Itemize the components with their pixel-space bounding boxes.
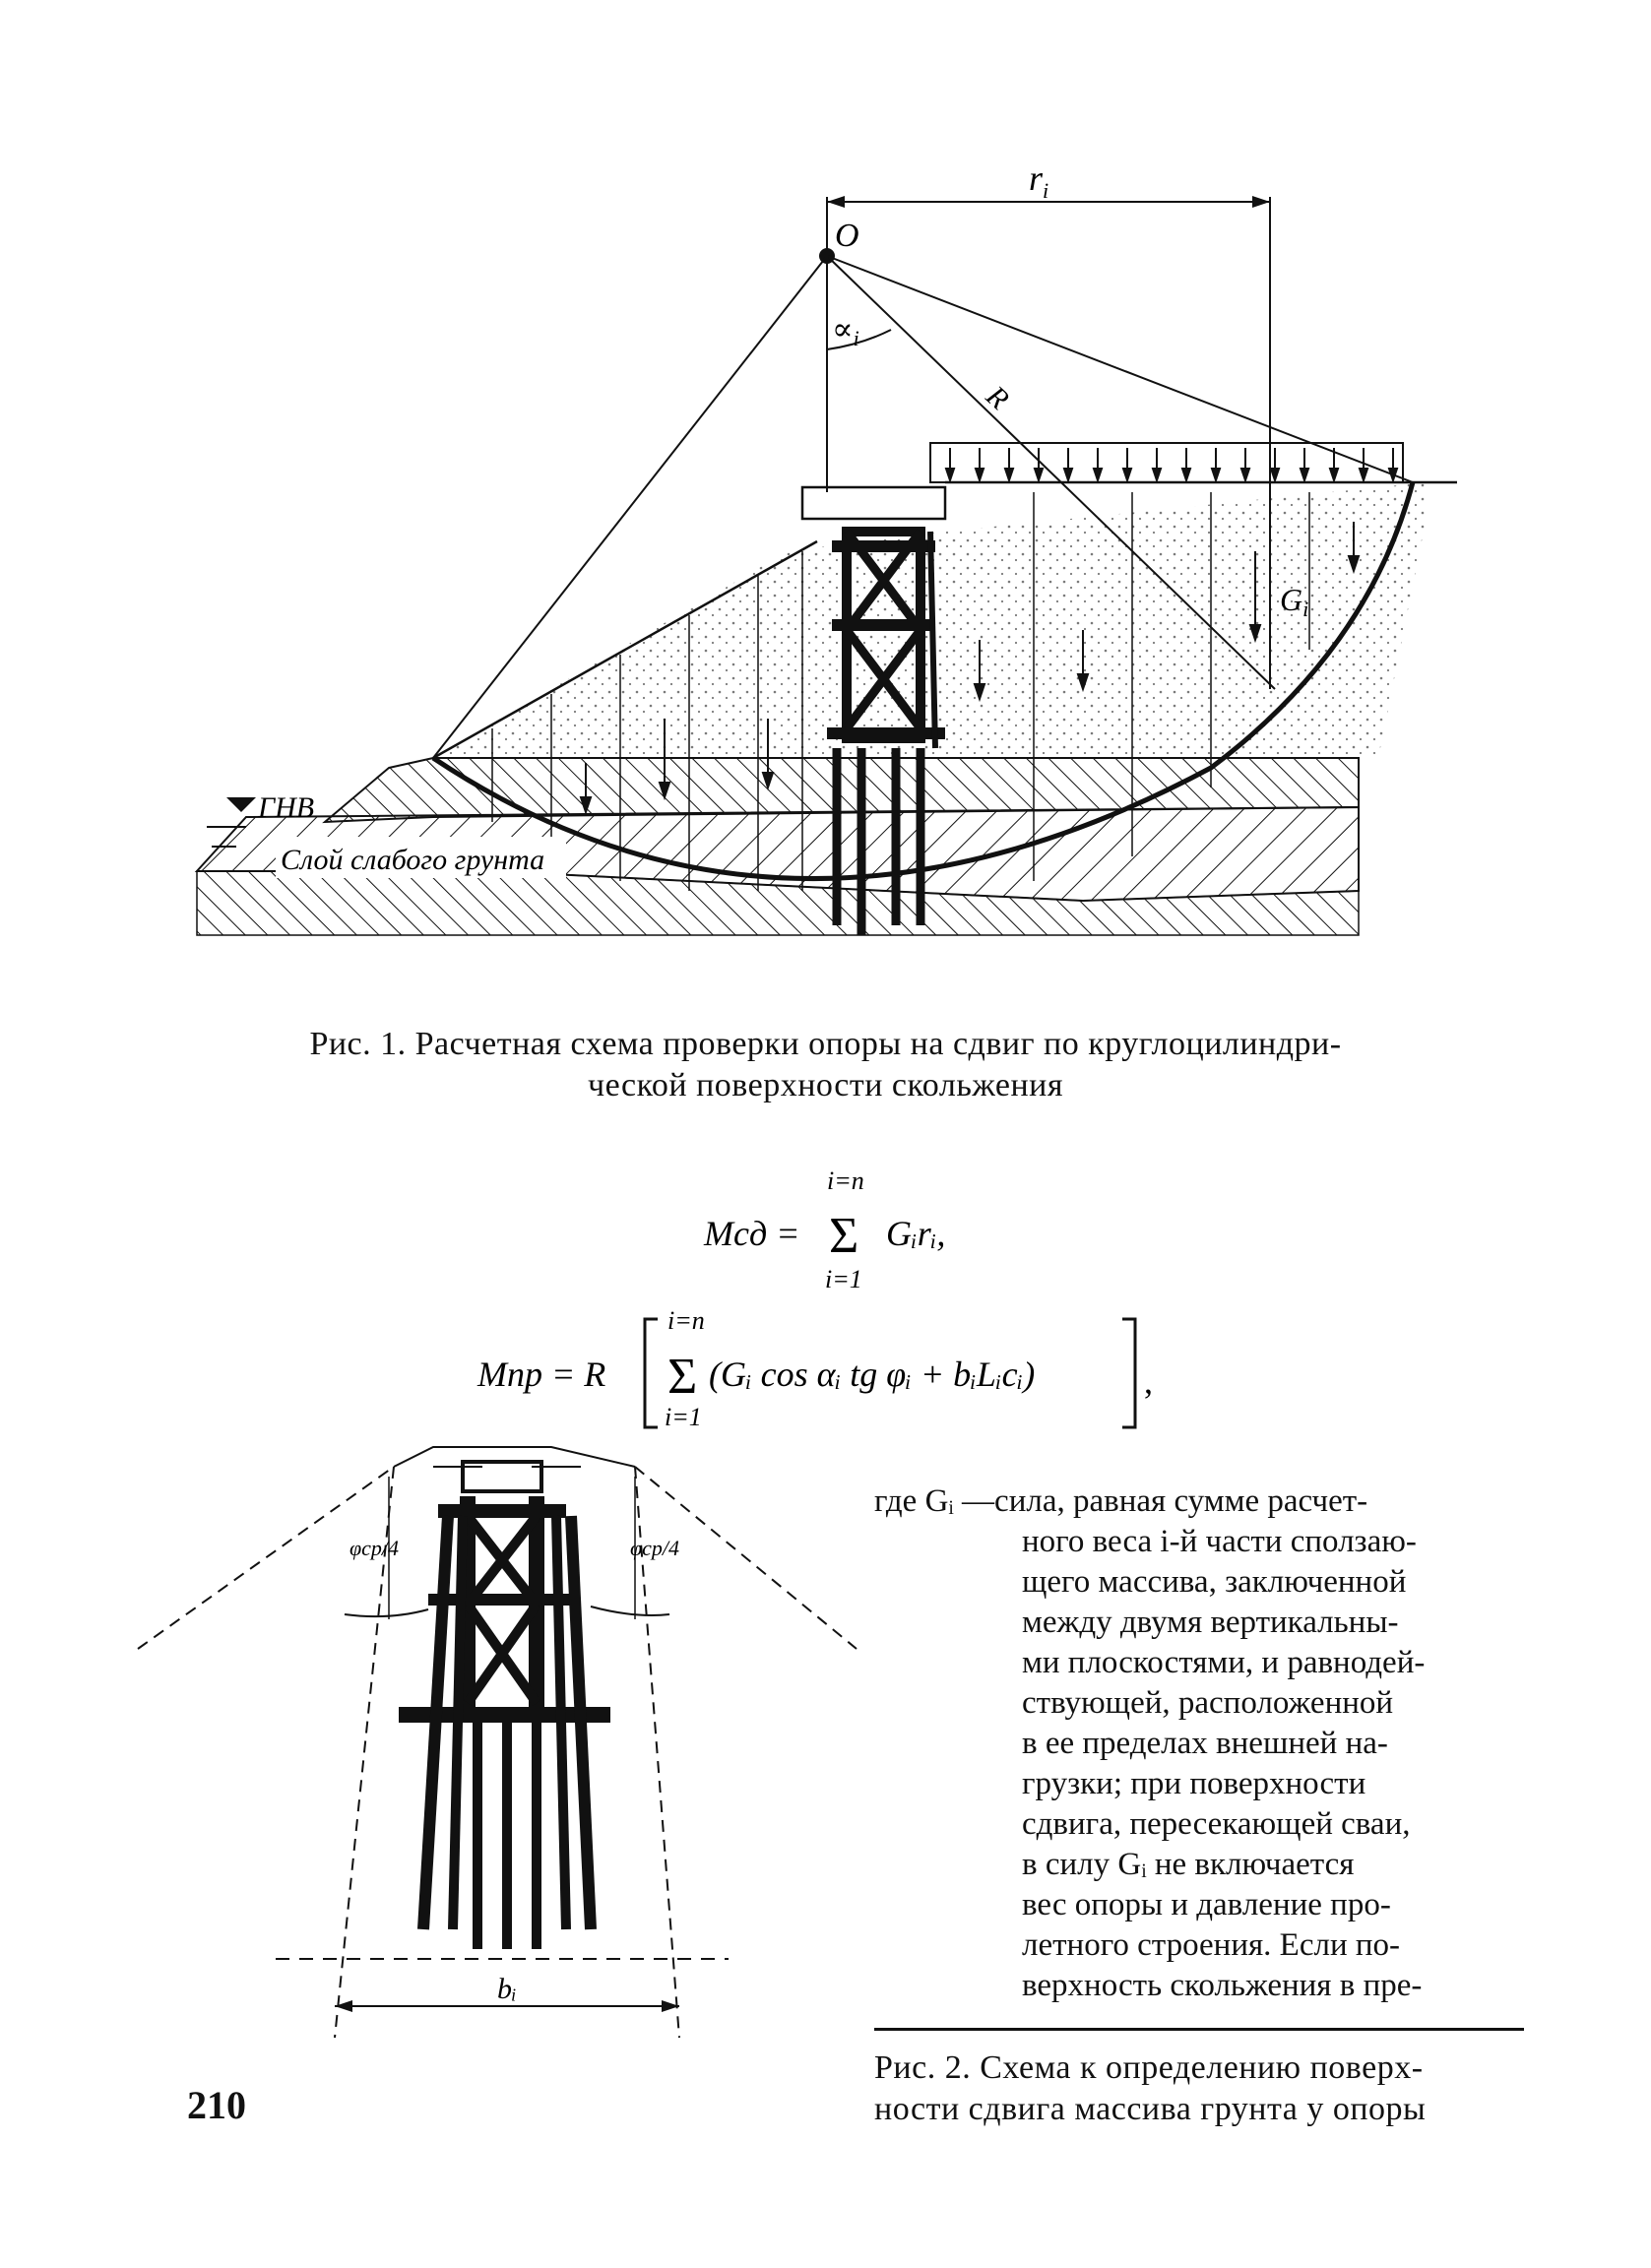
eq2-left-bracket	[645, 1319, 658, 1427]
water-level-label: ГНВ	[258, 791, 315, 824]
eq2-right-bracket	[1122, 1319, 1135, 1427]
arm-label: $r_i$	[1029, 158, 1049, 203]
load-arrowhead	[946, 469, 954, 480]
text-line: ного веса i-й части сползаю-	[1022, 1524, 1417, 1559]
caption-divider	[874, 2028, 1524, 2031]
load-arrowhead	[1153, 469, 1161, 480]
figure-2-caption-line1: Рис. 2. Схема к определению поверх-	[874, 2049, 1424, 2086]
figure-1-caption-line1: Рис. 1. Расчетная схема проверки опоры на сдвиг по круглоцилиндри-	[309, 1026, 1342, 1062]
figure-2-diagram	[0, 1437, 866, 2067]
eq1-sigma: Σ	[829, 1208, 859, 1264]
eq2-sum-bottom: i=1	[665, 1403, 702, 1431]
load-arrowhead	[1360, 469, 1367, 480]
eq2-tail: ,	[1144, 1361, 1153, 1401]
width-label: bᵢ	[497, 1973, 517, 2005]
load-arrowhead	[1094, 469, 1102, 480]
text-line: верхность скольжения в пре-	[1022, 1968, 1423, 2003]
text-line: летного строения. Если по-	[1022, 1927, 1401, 1963]
eq2-body: (Gᵢ cos αᵢ tg φᵢ + bᵢLᵢcᵢ)	[709, 1354, 1036, 1394]
pier	[399, 1462, 610, 1949]
load-arrowhead	[1212, 469, 1220, 480]
angle-label: ∝i	[832, 311, 859, 350]
center-label: О	[835, 218, 859, 254]
eq2-lhs: Mпр = R	[477, 1354, 606, 1394]
page-number: 210	[187, 2083, 246, 2127]
text-line: в ее пределах внешней на-	[1022, 1726, 1388, 1761]
text-line: ми плоскостями, и равнодей-	[1022, 1645, 1426, 1680]
eq1-rhs: Gᵢrᵢ,	[886, 1214, 946, 1253]
eq2-sum-top: i=n	[667, 1306, 705, 1335]
equations	[0, 1162, 1651, 1437]
figure-1-caption-line2: ческой поверхности скольжения	[587, 1067, 1063, 1103]
angle-left-label: φср/4	[349, 1536, 400, 1560]
explanation-text	[874, 1481, 1524, 2006]
eq1-sum-bottom: i=1	[825, 1265, 862, 1293]
text-line: грузки; при поверхности	[1022, 1766, 1366, 1801]
load-arrowhead	[976, 469, 984, 480]
text-line: сдвига, пересекающей сваи,	[1022, 1806, 1411, 1842]
text-line: щего массива, заключенной	[1022, 1564, 1407, 1600]
figure-2-caption-line2: ности сдвига массива грунта у опоры	[874, 2091, 1427, 2127]
radius-label: R	[980, 379, 1016, 416]
figure-2-caption	[874, 2048, 1544, 2130]
ray-right	[827, 256, 1413, 482]
text-line: в силу Gᵢ не включается	[1022, 1847, 1355, 1882]
span-structure	[802, 487, 945, 519]
load-arrowhead	[1301, 469, 1308, 480]
angle-right-label: φср/4	[630, 1536, 680, 1560]
eq1-lhs: Mсд =	[704, 1214, 800, 1253]
load-arrowhead	[1241, 469, 1249, 480]
load-arrowhead	[1123, 469, 1131, 480]
load-arrowhead	[1064, 469, 1072, 480]
figure-1-diagram	[0, 0, 1651, 984]
figure-1-caption	[0, 1024, 1651, 1106]
text-line: вес опоры и давление про-	[1022, 1887, 1391, 1922]
weight-label: Gi	[1280, 582, 1309, 621]
load-arrows	[946, 448, 1397, 480]
load-arrowhead	[1182, 469, 1190, 480]
eq2-sigma: Σ	[667, 1349, 698, 1405]
load-arrowhead	[1271, 469, 1279, 480]
text-line: где Gᵢ —сила, равная сумме расчет-	[874, 1483, 1368, 1519]
load-arrowhead	[1005, 469, 1013, 480]
load-arrowhead	[1035, 469, 1043, 480]
text-line: между двумя вертикальны-	[1022, 1605, 1399, 1640]
eq1-sum-top: i=n	[827, 1166, 864, 1195]
weak-layer-label: Слой слабого грунта	[281, 844, 545, 876]
text-line: ствующей, расположенной	[1022, 1685, 1394, 1721]
load-arrowhead	[1330, 469, 1338, 480]
